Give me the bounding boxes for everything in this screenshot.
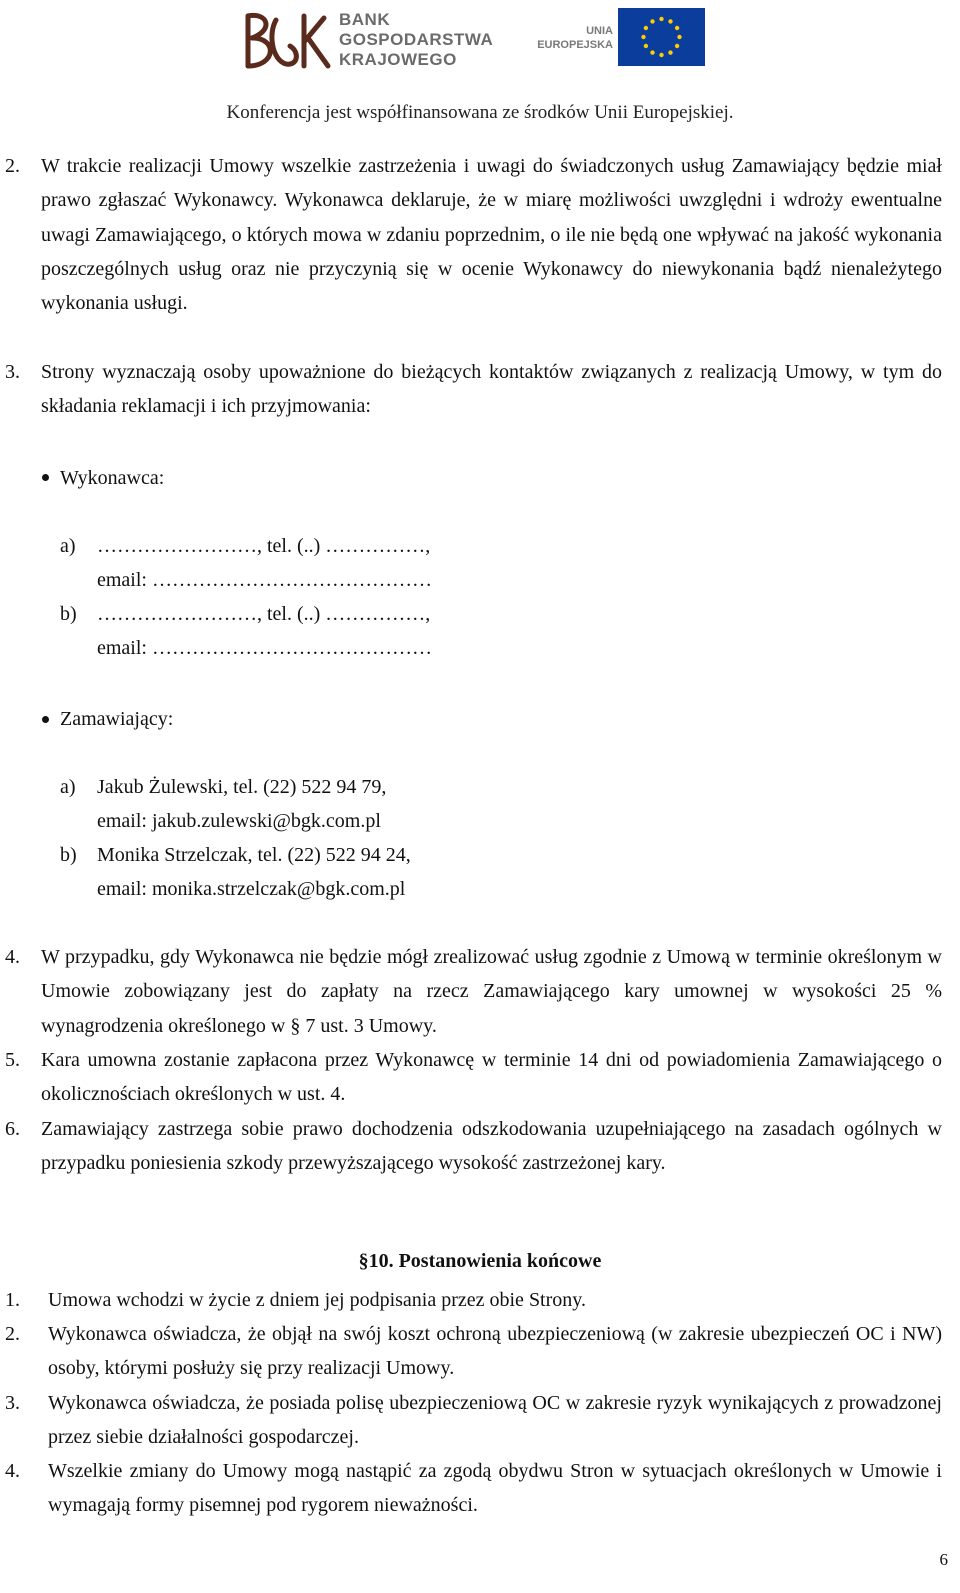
conference-note: Konferencja jest współfinansowana ze środków Unii Europejskiej.	[226, 102, 734, 123]
paragraph-final-4: Wszelkie zmiany do Umowy mogą nastąpić za zgodą obydwu Stron w sytuacjach określonych w Umowie i wymagają formy pisemnej pod rygorem nieważności.	[48, 1460, 942, 1517]
item-number: 4.	[5, 1460, 20, 1482]
client-b-line2: email: monika.strzelczak@bgk.com.pl	[97, 878, 406, 900]
bullet-icon	[42, 716, 49, 723]
paragraph-item-2: W trakcie realizacji Umowy wszelkie zastrzeżenia i uwagi do świadczonych usług Zamawiający będzie miał prawo zgłaszać Wykonawcy. Wykonawca deklaruje, że w miarę możliwości uwzględni i wdroży ewentualne uwagi Zamawiającego, o których mowa w zdaniu poprzednim, o ile nie będą one wpływać na jakość wykonania poszczególnych usług oraz nie przyczynią się w ocenie Wykonawcy do niewykonania bądź nienależytego wykonania usługi.	[41, 155, 942, 315]
client-a-line1: Jakub Żulewski, tel. (22) 522 94 79,	[97, 776, 387, 798]
bgk-logo-icon	[238, 8, 332, 74]
item-number: 1.	[5, 1289, 20, 1311]
item-number: 3.	[5, 1392, 20, 1414]
paragraph-final-1: Umowa wchodzi w życie z dniem jej podpisania przez obie Strony.	[48, 1289, 586, 1311]
client-label: Zamawiający:	[60, 708, 174, 730]
list-letter: a)	[60, 776, 76, 798]
item-number: 3.	[5, 361, 20, 383]
eu-flag-icon	[618, 8, 705, 66]
page-number: 6	[939, 1550, 948, 1569]
list-letter: a)	[60, 535, 76, 557]
list-letter: b)	[60, 603, 77, 625]
bank-name-line: KRAJOWEGO	[339, 50, 457, 69]
item-number: 5.	[5, 1049, 20, 1071]
contractor-a-line1: ……………………, tel. (..) ……………,	[97, 535, 431, 557]
paragraph-final-2: Wykonawca oświadcza, że objął na swój koszt ochroną ubezpieczeniową (w zakresie ubezpieczeń OC i NW) osoby, którymi posłuży się przy realizacji Umowy.	[48, 1323, 942, 1380]
bank-name	[339, 10, 493, 70]
bank-name-line: BANK	[339, 10, 391, 29]
contractor-b-line1: ……………………, tel. (..) ……………,	[97, 603, 431, 625]
contractor-a-line2: email: ……………………………………	[97, 569, 432, 591]
paragraph-final-3: Wykonawca oświadcza, że posiada polisę ubezpieczeniową OC w zakresie ryzyk wynikających z prowadzonej przez siebie działalności gospodarczej.	[48, 1392, 942, 1449]
client-b-line1: Monika Strzelczak, tel. (22) 522 94 24,	[97, 844, 411, 866]
item-number: 2.	[5, 1323, 20, 1345]
item-number: 6.	[5, 1118, 20, 1140]
paragraph-item-4: W przypadku, gdy Wykonawca nie będzie mógł zrealizować usług zgodnie z Umową w terminie określonym w Umowie zobowiązany jest do zapłaty na rzecz Zamawiającego kary umownej w wysokości 25 % wynagrodzenia określonego w § 7 ust. 3 Umowy.	[41, 946, 942, 1037]
client-a-line2: email: jakub.zulewski@bgk.com.pl	[97, 810, 381, 832]
page-header	[0, 0, 960, 135]
bullet-icon	[42, 474, 49, 481]
eu-label-line: UNIA	[586, 25, 613, 37]
contractor-b-line2: email: ……………………………………	[97, 637, 432, 659]
paragraph-item-5: Kara umowna zostanie zapłacona przez Wykonawcę w terminie 14 dni od powiadomienia Zamawiającego o okolicznościach określonych w ust. 4.	[41, 1049, 942, 1106]
item-number: 4.	[5, 946, 20, 968]
paragraph-item-6: Zamawiający zastrzega sobie prawo dochodzenia odszkodowania uzupełniającego na zasadach ogólnych w przypadku poniesienia szkody przewyższającego wysokość zastrzeżonej kary.	[41, 1118, 942, 1175]
section-heading: §10. Postanowienia końcowe	[358, 1250, 602, 1272]
item-number: 2.	[5, 155, 20, 177]
bank-name-line: GOSPODARSTWA	[339, 30, 494, 49]
eu-label-line: EUROPEJSKA	[537, 39, 613, 51]
contractor-label: Wykonawca:	[60, 467, 165, 489]
paragraph-item-3: Strony wyznaczają osoby upoważnione do bieżących kontaktów związanych z realizacją Umowy, w tym do składania reklamacji i ich przyjmowania:	[41, 361, 942, 418]
list-letter: b)	[60, 844, 77, 866]
eu-label	[533, 24, 613, 52]
